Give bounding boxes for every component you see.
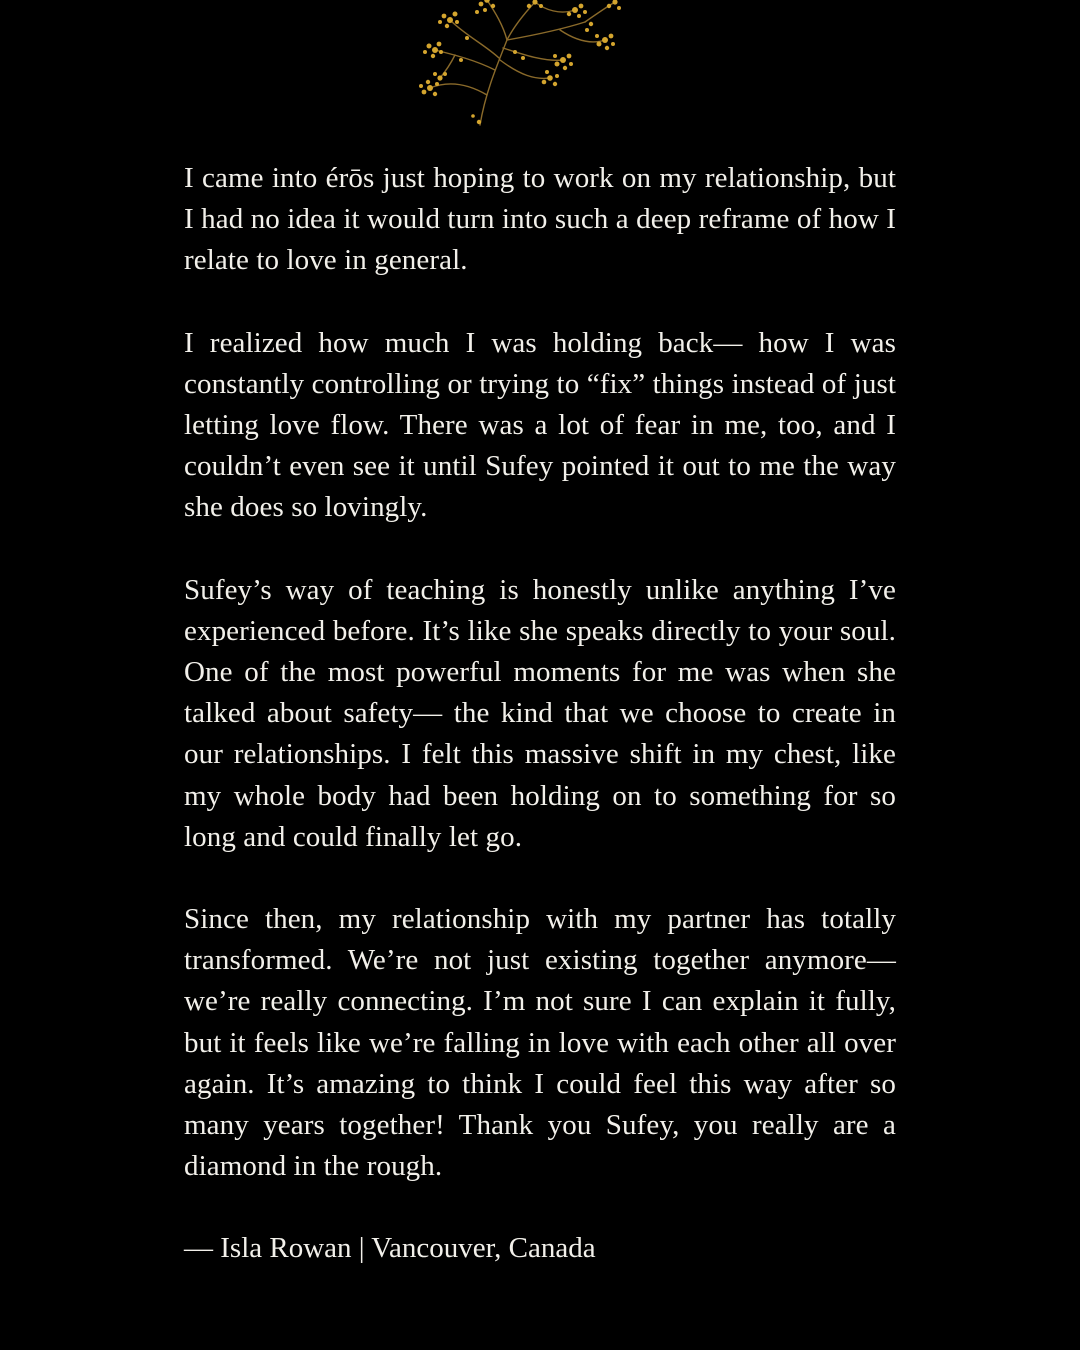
testimonial-paragraph-4: Since then, my relationship with my partner has totally transformed. We’re not just existing together anymore— we’re really connecting. I’m not sure I can explain it fully, but it feels like we’re falling in love with each other all over again. It’s amazing to think I could feel this way after so many years together! Thank you Sufey, you really are a diamond in the rough.	[184, 903, 896, 1183]
testimonial-attribution: — Isla Rowan | Vancouver, Canada	[184, 1232, 596, 1265]
testimonial-block	[184, 158, 896, 1269]
testimonial-paragraph-2: I realized how much I was holding back— how I was constantly controlling or trying to “fix” things instead of just letting love flow. There was a lot of fear in me, too, and I couldn’t even see it until Sufey pointed it out to me the way she does so lovingly.	[184, 326, 896, 524]
testimonial-paragraph-3: Sufey’s way of teaching is honestly unlike anything I’ve experienced before. It’s like she speaks directly to your soul. One of the most powerful moments for me was when she talked about safety— the kind that we choose to create in our relationships. I felt this massive shift in my chest, like my whole body had been holding on to something for so long and could finally let go.	[184, 573, 896, 853]
testimonial-paragraph-1: I came into érōs just hoping to work on my relationship, but I had no idea it would turn into such a deep reframe of how I relate to love in general.	[184, 162, 896, 277]
gypsophila-flower-icon	[395, 0, 635, 130]
